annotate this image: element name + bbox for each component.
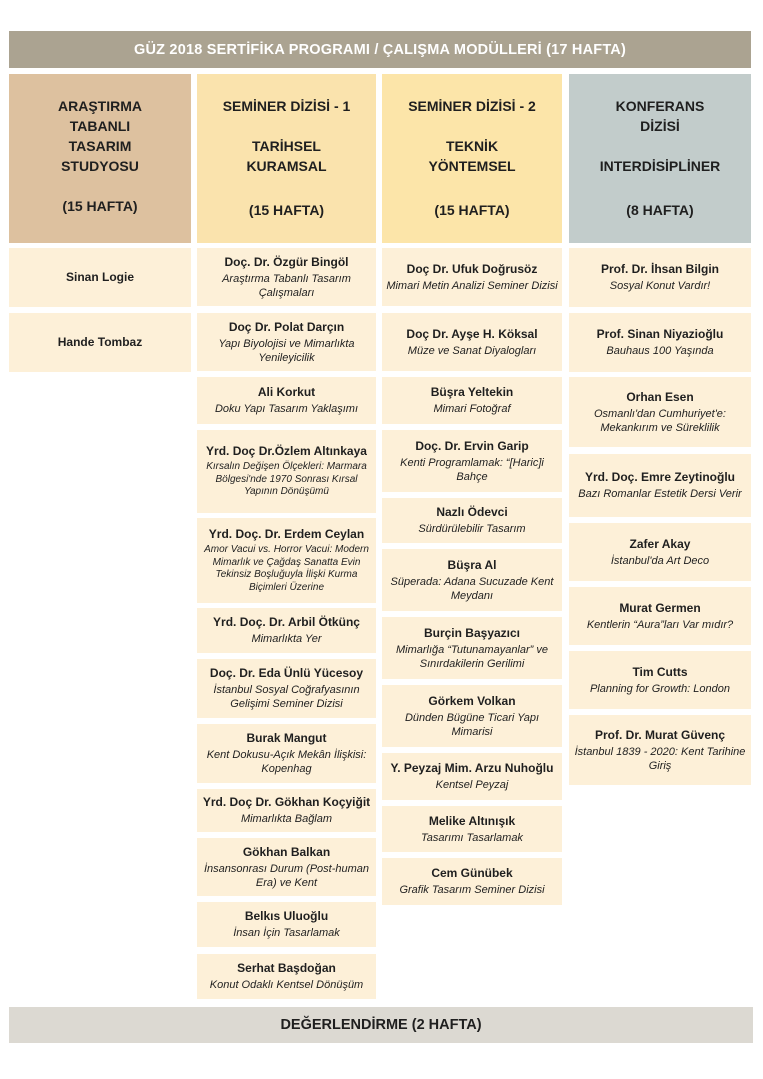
list-item xyxy=(569,715,751,785)
list-item xyxy=(197,954,376,999)
list-item xyxy=(382,806,562,852)
list-item xyxy=(569,313,751,372)
speaker-name: Doç Dr. Polat Darçın xyxy=(228,319,345,334)
lecture-topic: Bauhaus 100 Yaşında xyxy=(606,345,714,357)
list-item xyxy=(197,789,376,832)
list-item xyxy=(382,498,562,543)
list-item xyxy=(382,248,562,306)
speaker-name: Nazlı Ödevci xyxy=(436,505,508,519)
speaker-name: Prof. Sinan Niyazioğlu xyxy=(596,327,724,341)
speaker-name: Yrd. Doç. Dr. Arbil Ötkünç xyxy=(213,615,360,629)
lecture-topic: Kent Dokusu-Açık Mekân İlişkisi: Kopenhag xyxy=(206,749,367,775)
speaker-name: Doç Dr. Ufuk Doğrusöz xyxy=(406,261,538,276)
list-item xyxy=(9,248,191,307)
list-item xyxy=(197,377,376,424)
list-item xyxy=(197,724,376,783)
lecture-topic: İstanbul 1839 - 2020: Kent Tarihine Giriş xyxy=(574,745,746,772)
column-conference-series xyxy=(569,74,751,772)
speaker-name: Cem Günübek xyxy=(431,866,513,880)
speaker-name: Y. Peyzaj Mim. Arzu Nuhoğlu xyxy=(390,761,554,775)
speaker-name: Zafer Akay xyxy=(629,536,691,551)
list-item xyxy=(382,685,562,747)
lecture-topic: Tasarımı Tasarlamak xyxy=(421,831,523,844)
speaker-name: Yrd. Doç. Emre Zeytinoğlu xyxy=(584,470,736,484)
column-duration: (15 HAFTA) xyxy=(248,202,325,218)
column-research-studio xyxy=(9,74,191,349)
column-title-line: TASARIM xyxy=(68,138,132,154)
column-title-line: STUDYOSU xyxy=(61,158,139,174)
speaker-name: Büşra Yeltekin xyxy=(430,385,514,399)
lecture-topic: Planning for Growth: London xyxy=(589,682,731,695)
speaker-name: Doç. Dr. Ervin Garip xyxy=(415,438,529,453)
speaker-name: Melike Altınışık xyxy=(428,813,516,828)
lecture-topic: Yapı Biyolojisi ve Mimarlıkta Yenileyicilik xyxy=(218,337,355,364)
lecture-topic: Kentlerin “Aura”ları Var mıdır? xyxy=(586,618,734,631)
lecture-topic: Süperada: Adana Sucuzade Kent Meydanı xyxy=(390,575,554,602)
lecture-topic: Mimari Metin Analizi Seminer Dizisi xyxy=(386,279,558,292)
lecture-topic: Amor Vacui vs. Horror Vacui: Modern Mimarlık ve Çağdaş Sanatta Evin Tekinsiz Boşluğuyla İlişki Kurma Biçimleri Üzerine xyxy=(204,544,369,593)
lecture-topic: İnsan İçin Tasarlamak xyxy=(233,927,340,939)
column-duration: (8 HAFTA) xyxy=(626,202,694,218)
list-item xyxy=(197,902,376,947)
list-item xyxy=(569,248,751,307)
speaker-name: Gökhan Balkan xyxy=(242,844,331,859)
lecture-topic: Araştırma Tabanlı Tasarım Çalışmaları xyxy=(222,272,351,299)
speaker-name: Büşra Al xyxy=(447,557,497,572)
speaker-name: Prof. Dr. Murat Güvenç xyxy=(594,727,726,742)
list-item xyxy=(197,608,376,653)
list-item xyxy=(382,617,562,679)
speaker-name: Sinan Logie xyxy=(65,270,134,284)
speaker-name: Orhan Esen xyxy=(626,389,694,404)
column-subtitle-line: YÖNTEMSEL xyxy=(428,158,516,174)
lecture-topic: Mimari Fotoğraf xyxy=(433,403,511,415)
column-seminar-series-1 xyxy=(197,74,376,991)
column-subtitle-line: KURAMSAL xyxy=(246,158,327,174)
list-item xyxy=(197,838,376,896)
lecture-topic: Sürdürülebilir Tasarım xyxy=(418,523,526,535)
speaker-name: Görkem Volkan xyxy=(428,693,516,708)
lecture-topic: Dünden Bügüne Ticari Yapı Mimarisi xyxy=(404,711,540,738)
speaker-name: Yrd. Doç. Dr. Erdem Ceylan xyxy=(208,527,365,541)
list-item xyxy=(382,753,562,800)
lecture-topic: İnsansonrası Durum (Post-human Era) ve Kent xyxy=(203,862,370,889)
column-title-line: DİZİSİ xyxy=(640,118,680,134)
list-item xyxy=(382,858,562,905)
program-title-banner xyxy=(9,31,751,68)
column-title-line: SEMİNER DİZİSİ - 2 xyxy=(408,98,536,114)
lecture-topic: Bazı Romanlar Estetik Dersi Verir xyxy=(578,488,742,500)
list-item xyxy=(382,377,562,424)
list-item xyxy=(569,651,751,709)
lecture-topic: Kentsel Peyzaj xyxy=(435,779,509,791)
speaker-name: Doç. Dr. Eda Ünlü Yücesoy xyxy=(209,666,364,680)
column-header xyxy=(382,74,562,243)
column-header xyxy=(9,74,191,243)
column-subtitle-line: TEKNİK xyxy=(445,138,499,154)
lecture-topic: Kenti Programlamak: “[Haric]i Bahçe xyxy=(400,456,544,483)
speaker-name: Tim Cutts xyxy=(632,664,688,679)
list-item xyxy=(569,454,751,517)
list-item xyxy=(197,430,376,513)
lecture-topic: Müze ve Sanat Diyalogları xyxy=(407,344,537,357)
list-item xyxy=(197,313,376,371)
list-item xyxy=(9,313,191,372)
speaker-name: Ali Korkut xyxy=(257,385,316,399)
speaker-name: Burak Mangut xyxy=(246,731,327,745)
speaker-name: Doç Dr. Ayşe H. Köksal xyxy=(406,326,538,341)
lecture-topic: İstanbul'da Art Deco xyxy=(610,554,710,567)
speaker-name: Hande Tombaz xyxy=(57,335,143,349)
speaker-name: Belkıs Uluoğlu xyxy=(244,909,329,923)
column-header xyxy=(569,74,751,243)
column-title-line: SEMİNER DİZİSİ - 1 xyxy=(222,98,351,114)
evaluation-title: DEĞERLENDİRME (2 HAFTA) xyxy=(280,1017,482,1033)
lecture-topic: Doku Yapı Tasarım Yaklaşımı xyxy=(214,403,359,415)
lecture-topic: Grafik Tasarım Seminer Dizisi xyxy=(399,884,545,896)
program-title: GÜZ 2018 SERTİFİKA PROGRAMI / ÇALIŞMA MODÜLLERİ (17 HAFTA) xyxy=(134,41,626,58)
list-item xyxy=(382,313,562,371)
lecture-topic: Mimarlıkta Yer xyxy=(251,633,322,645)
speaker-name: Doç. Dr. Özgür Bingöl xyxy=(224,254,349,269)
column-title-line: KONFERANS xyxy=(615,98,705,114)
speaker-name: Yrd. Doç Dr.Özlem Altınkaya xyxy=(206,444,367,459)
lecture-topic: Kırsalın Değişen Ölçekleri: Marmara Bölgesi'nde 1970 Sonrası Kırsal Yapının Dönüşümü xyxy=(206,461,367,498)
list-item xyxy=(382,549,562,611)
speaker-name: Burçin Başyazıcı xyxy=(423,625,521,640)
list-item xyxy=(197,659,376,718)
column-seminar-series-2 xyxy=(382,74,562,896)
column-subtitle-line: INTERDİSİPLİNER xyxy=(599,158,721,174)
list-item xyxy=(569,377,751,447)
list-item xyxy=(197,518,376,603)
evaluation-banner xyxy=(9,1007,753,1043)
column-title-line: ARAŞTIRMA xyxy=(58,98,142,114)
speaker-name: Serhat Başdoğan xyxy=(237,961,336,975)
list-item xyxy=(569,587,751,645)
lecture-topic: Osmanlı'dan Cumhuriyet'e: Mekankırım ve Süreklilik xyxy=(594,407,726,434)
lecture-topic: Sosyal Konut Vardır! xyxy=(609,280,711,292)
lecture-topic: Mimarlıkta Bağlam xyxy=(240,813,333,825)
list-item xyxy=(382,430,562,492)
speaker-name: Murat Germen xyxy=(619,600,701,615)
speaker-name: Yrd. Doç Dr. Gökhan Koçyiğit xyxy=(202,795,371,809)
list-item xyxy=(197,248,376,306)
column-subtitle-line: TARİHSEL xyxy=(252,138,321,154)
lecture-topic: Mimarlığa “Tutunamayanlar” ve Sınırdakilerin Gerilimi xyxy=(395,643,548,670)
column-duration: (15 HAFTA) xyxy=(62,198,138,214)
lecture-topic: Konut Odaklı Kentsel Dönüşüm xyxy=(209,979,364,991)
speaker-name: Prof. Dr. İhsan Bilgin xyxy=(600,262,719,276)
column-header xyxy=(197,74,376,243)
list-item xyxy=(569,523,751,581)
column-duration: (15 HAFTA) xyxy=(434,202,510,218)
lecture-topic: İstanbul Sosyal Coğrafyasının Gelişimi Seminer Dizisi xyxy=(213,684,360,710)
column-title-line: TABANLI xyxy=(69,118,131,134)
